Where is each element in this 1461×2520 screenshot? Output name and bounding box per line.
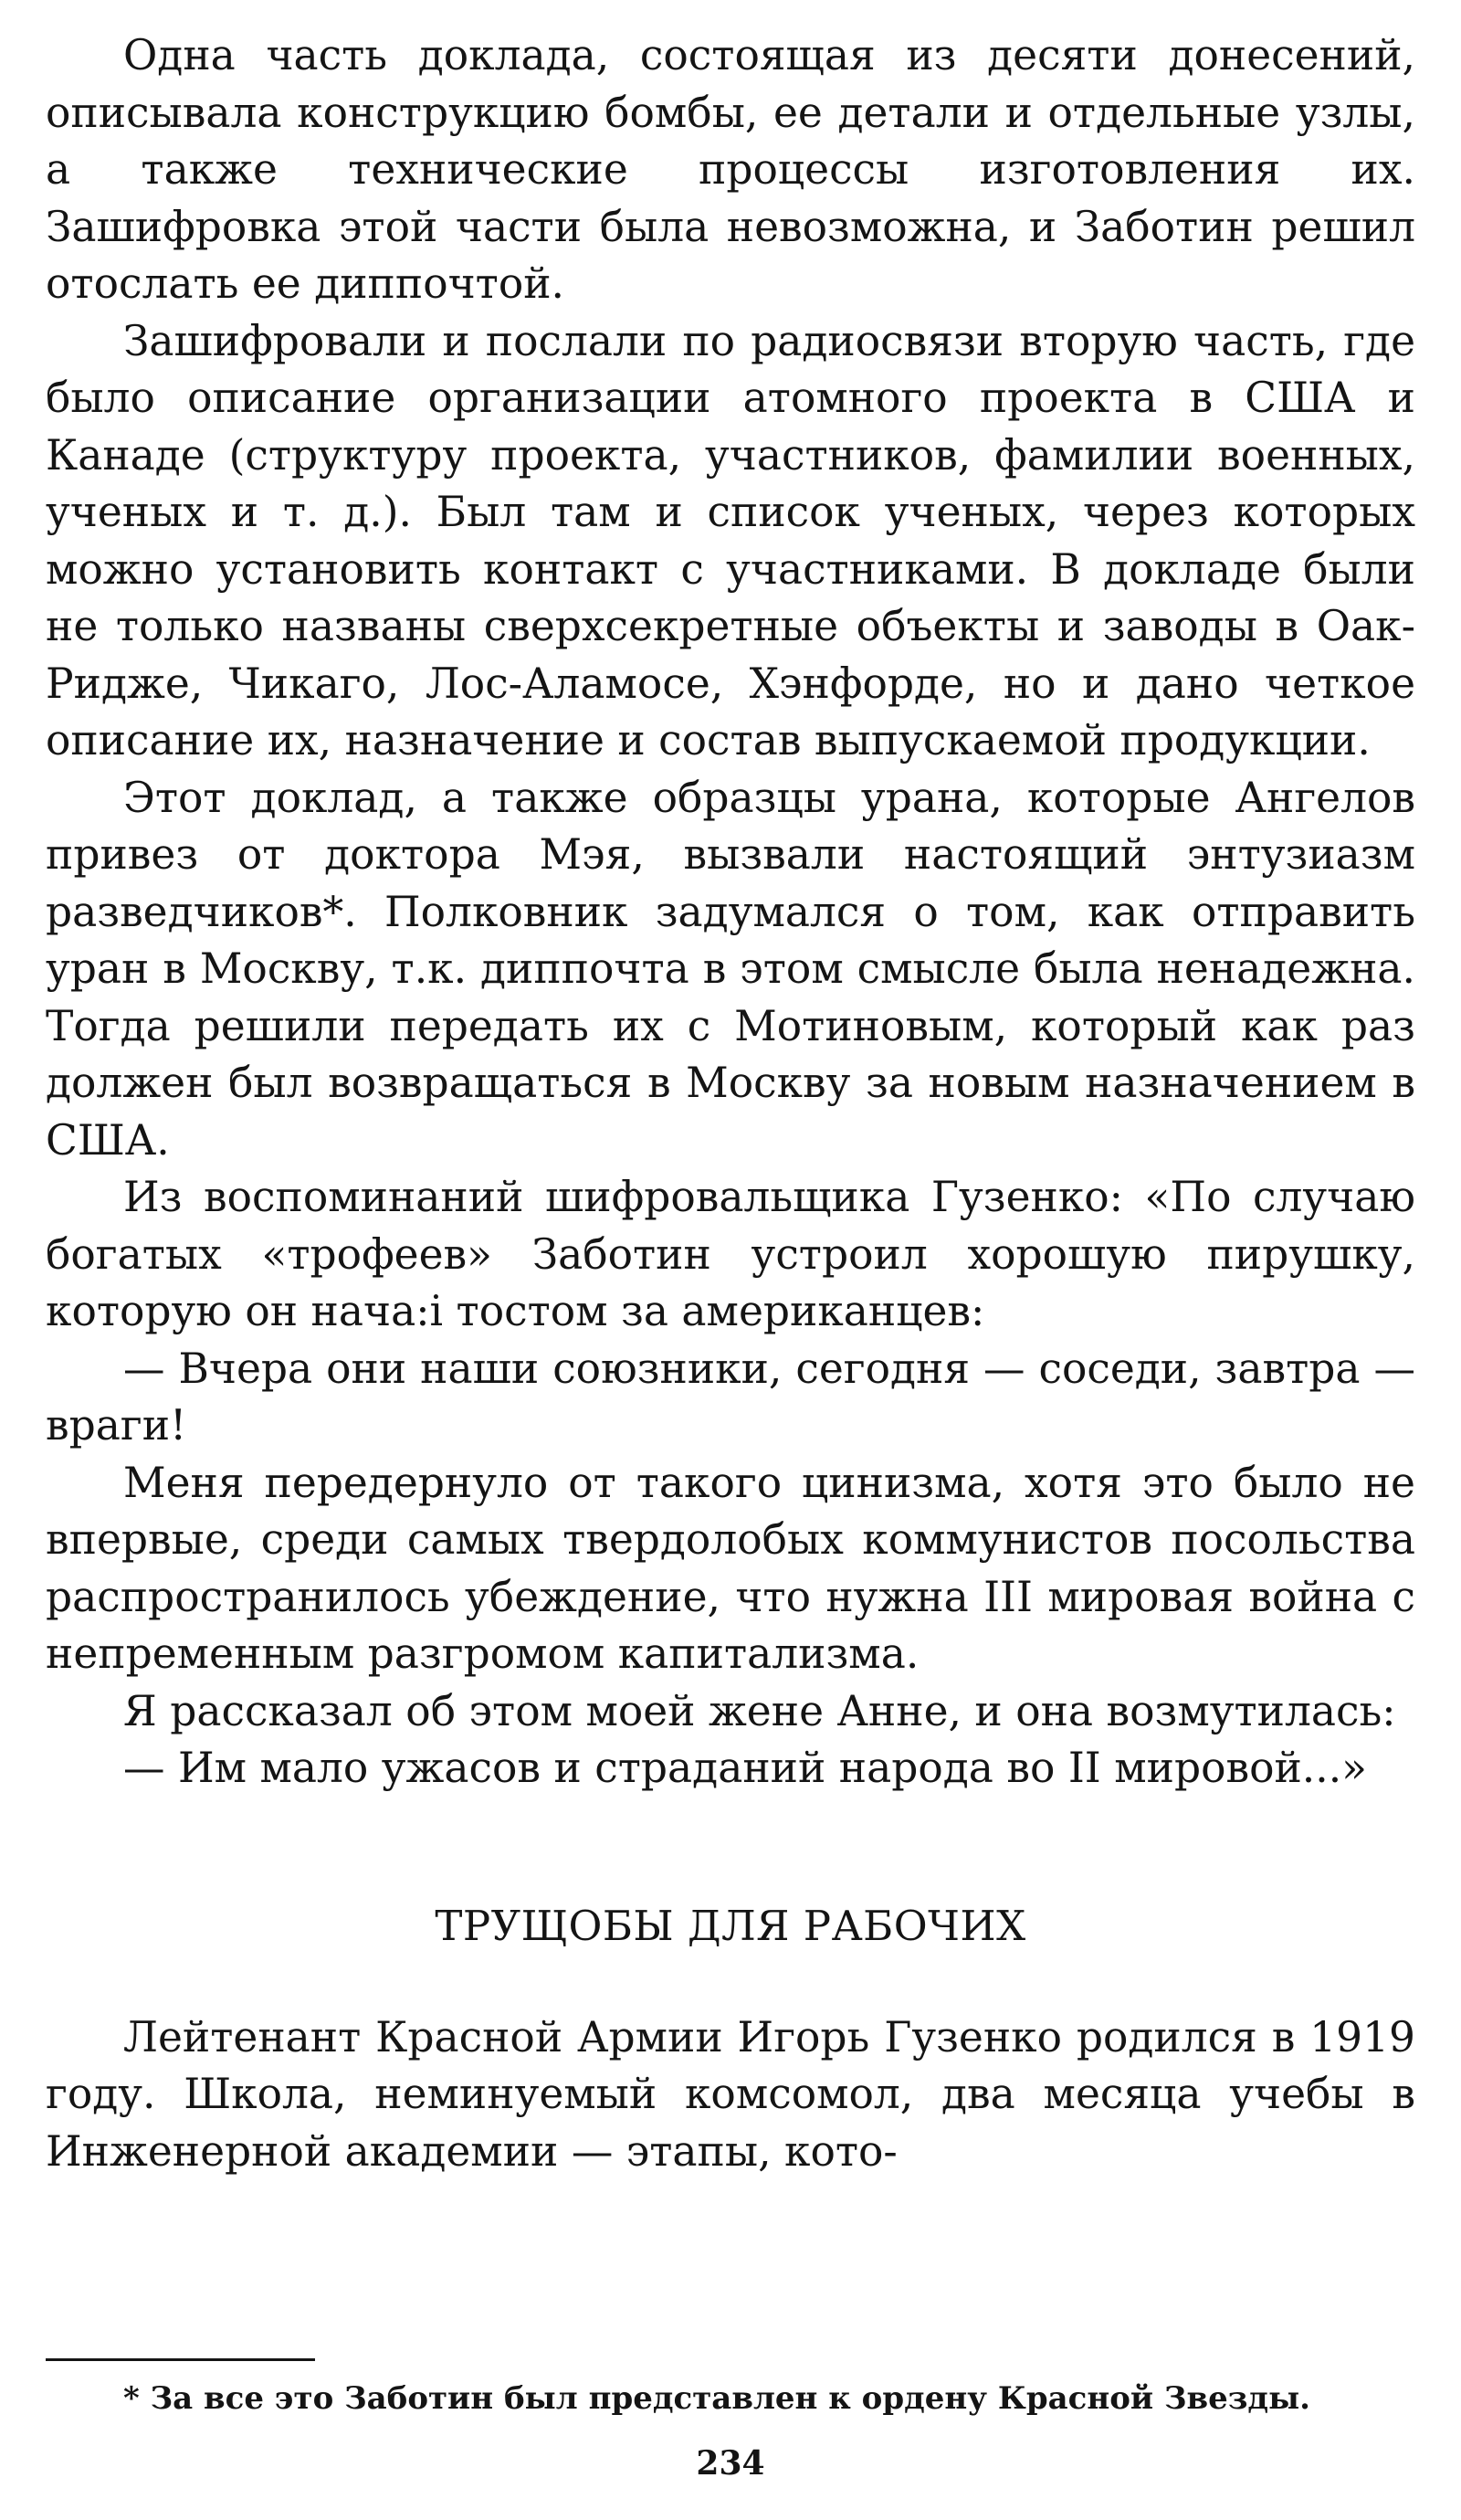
page-number: 234: [696, 2444, 765, 2483]
page-body: [46, 27, 1415, 2180]
footnote: * За все это Заботин был представлен к ордену Красной Звезды.: [123, 2380, 1311, 2417]
paragraph-project-organization: Зашифровали и послали по радиосвязи вторую часть, где было описание организации атомного проекта в США и Канаде (структуру проекта, участников, фамилии военных, ученых и т. д.). Был там и список ученых, через которых можно установить контакт с участниками. В докладе были не только названы сверхсекретные объекты и заводы в Оак-Ридже, Чикаго, Лос-Аламосе, Хэнфорде, но и дано четкое описание их, назначение и состав выпускаемой продукции.: [46, 316, 1415, 764]
paragraph-cynicism: Меня передернуло от такого цинизма, хотя это было не впервые, среди самых твердолобых коммунистов посольства распространилось убеждение, что нужна III мировая война с непременным разгромом капитализма.: [46, 1458, 1415, 1678]
paragraph-wife-anna: Я рассказал об этом моей жене Анне, и она возмутилась:: [123, 1686, 1396, 1735]
paragraph-anna-quote: — Им мало ужасов и страданий народа во II мировой...»: [123, 1744, 1368, 1792]
paragraph-gouzenko-memoir: Из воспоминаний шифровальщика Гузенко: «По случаю богатых «трофеев» Заботин устроил хорошую пирушку, которую он нача:і тостом за американцев:: [46, 1173, 1415, 1335]
section-heading: ТРУЩОБЫ ДЛЯ РАБОЧИХ: [435, 1901, 1026, 1950]
paragraph-uranium-samples: Этот доклад, а также образцы урана, которые Ангелов привез от доктора Мэя, вызвали настоящий энтузиазм разведчиков*. Полковник задумался о том, как отправить уран в Москву, т.к. диппочта в этом смысле была ненадежна. Тогда решили передать их с Мотиновым, который как раз должен был возвращаться в Москву за новым назначением в США.: [46, 773, 1415, 1165]
paragraph-bomb-design: Одна часть доклада, состоящая из десяти донесений, описывала конструкцию бомбы, ее детали и отдельные узлы, а также технические процессы изготовления их. Зашифровка этой части была невозможна, и Заботин решил отослать ее диппочтой.: [46, 31, 1415, 308]
footnote-divider: [46, 2358, 315, 2361]
paragraph-gouzenko-bio: Лейтенант Красной Армии Игорь Гузенко родился в 1919 году. Школа, неминуемый комсомол, два месяца учебы в Инженерной академии — этапы, кото-: [46, 2012, 1415, 2176]
paragraph-toast-quote: — Вчера они наши союзники, сегодня — соседи, завтра — враги!: [46, 1344, 1415, 1450]
